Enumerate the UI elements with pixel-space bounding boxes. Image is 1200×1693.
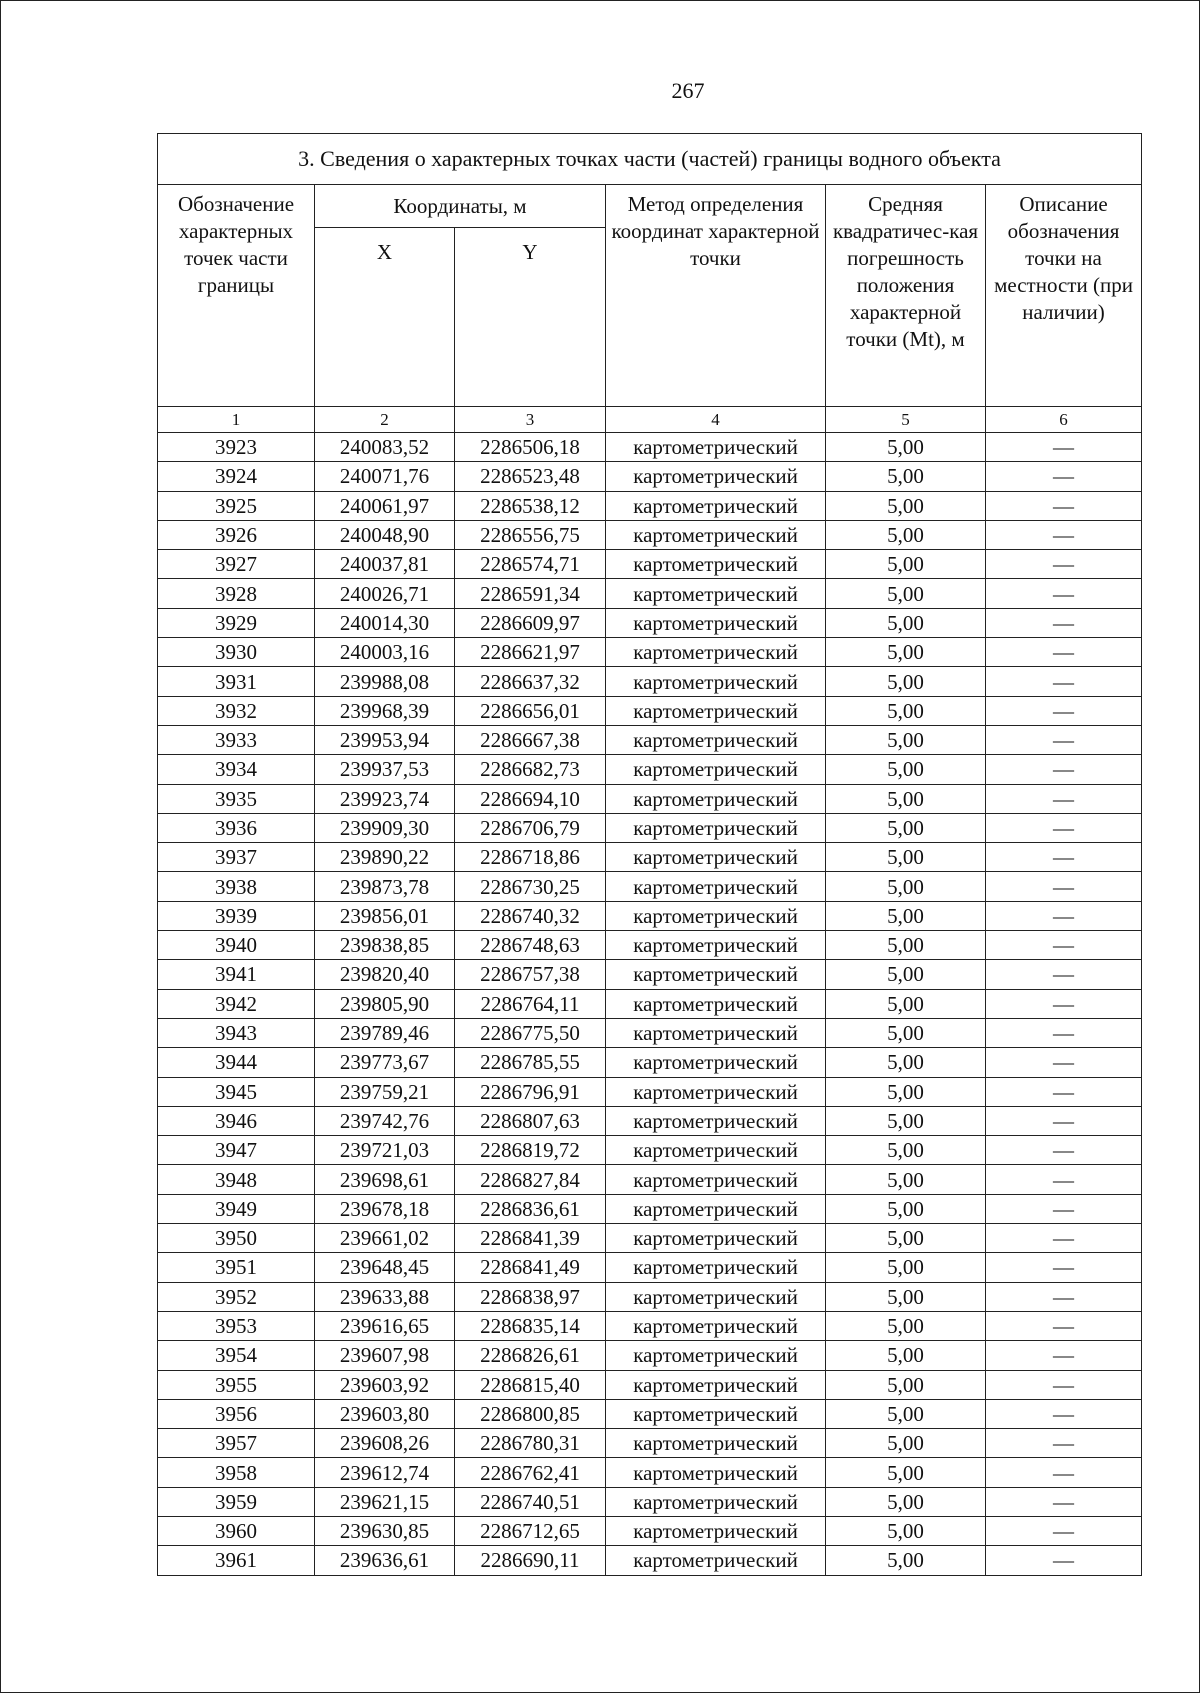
column-number: 4 — [606, 407, 826, 433]
y-coordinate-cell: 2286762,41 — [455, 1458, 606, 1487]
method-cell: картометрический — [606, 1341, 826, 1370]
error-cell: 5,00 — [826, 725, 986, 754]
table-row — [158, 1516, 1142, 1545]
description-cell: — — [986, 813, 1142, 842]
method-cell: картометрический — [606, 1311, 826, 1340]
x-coordinate-cell: 239636,61 — [315, 1546, 455, 1575]
error-cell: 5,00 — [826, 433, 986, 462]
table-row — [158, 1136, 1142, 1165]
table-row — [158, 433, 1142, 462]
column-number-row — [158, 407, 1142, 433]
error-cell: 5,00 — [826, 1253, 986, 1282]
x-coordinate-cell: 239603,80 — [315, 1399, 455, 1428]
x-coordinate-cell: 240014,30 — [315, 608, 455, 637]
column-number: 6 — [986, 407, 1142, 433]
y-coordinate-cell: 2286538,12 — [455, 491, 606, 520]
table-row — [158, 462, 1142, 491]
x-coordinate-cell: 239805,90 — [315, 989, 455, 1018]
method-cell: картометрический — [606, 1458, 826, 1487]
description-cell: — — [986, 960, 1142, 989]
x-coordinate-cell: 239890,22 — [315, 843, 455, 872]
description-cell: — — [986, 755, 1142, 784]
point-id-cell: 3928 — [158, 579, 315, 608]
error-cell: 5,00 — [826, 784, 986, 813]
method-cell: картометрический — [606, 725, 826, 754]
error-cell: 5,00 — [826, 491, 986, 520]
y-coordinate-cell: 2286796,91 — [455, 1077, 606, 1106]
table-row — [158, 1282, 1142, 1311]
point-id-cell: 3953 — [158, 1311, 315, 1340]
header-method: Метод определения координат характерной точки — [606, 185, 826, 407]
table-row — [158, 579, 1142, 608]
method-cell: картометрический — [606, 638, 826, 667]
point-id-cell: 3924 — [158, 462, 315, 491]
x-coordinate-cell: 239759,21 — [315, 1077, 455, 1106]
method-cell: картометрический — [606, 1370, 826, 1399]
point-id-cell: 3956 — [158, 1399, 315, 1428]
boundary-points-table — [157, 133, 1142, 1576]
x-coordinate-cell: 239721,03 — [315, 1136, 455, 1165]
x-coordinate-cell: 239838,85 — [315, 931, 455, 960]
table-row — [158, 491, 1142, 520]
point-id-cell: 3959 — [158, 1487, 315, 1516]
method-cell: картометрический — [606, 491, 826, 520]
table-row — [158, 813, 1142, 842]
description-cell: — — [986, 989, 1142, 1018]
y-coordinate-cell: 2286838,97 — [455, 1282, 606, 1311]
x-coordinate-cell: 239616,65 — [315, 1311, 455, 1340]
error-cell: 5,00 — [826, 1341, 986, 1370]
description-cell: — — [986, 1194, 1142, 1223]
point-id-cell: 3934 — [158, 755, 315, 784]
header-mean-square-error: Средняя квадратичес-кая погрешность положения характерной точки (Mt), м — [826, 185, 986, 407]
y-coordinate-cell: 2286506,18 — [455, 433, 606, 462]
method-cell: картометрический — [606, 1253, 826, 1282]
table-row — [158, 901, 1142, 930]
y-coordinate-cell: 2286706,79 — [455, 813, 606, 842]
y-coordinate-cell: 2286523,48 — [455, 462, 606, 491]
header-y: Y — [455, 228, 606, 407]
point-id-cell: 3926 — [158, 520, 315, 549]
error-cell: 5,00 — [826, 1370, 986, 1399]
table-row — [158, 1458, 1142, 1487]
y-coordinate-cell: 2286764,11 — [455, 989, 606, 1018]
table-row — [158, 931, 1142, 960]
x-coordinate-cell: 240061,97 — [315, 491, 455, 520]
point-id-cell: 3952 — [158, 1282, 315, 1311]
error-cell: 5,00 — [826, 1311, 986, 1340]
method-cell: картометрический — [606, 960, 826, 989]
header-coordinates: Координаты, м — [315, 185, 606, 228]
error-cell: 5,00 — [826, 550, 986, 579]
column-number: 5 — [826, 407, 986, 433]
y-coordinate-cell: 2286807,63 — [455, 1106, 606, 1135]
point-id-cell: 3929 — [158, 608, 315, 637]
y-coordinate-cell: 2286836,61 — [455, 1194, 606, 1223]
y-coordinate-cell: 2286748,63 — [455, 931, 606, 960]
description-cell: — — [986, 1224, 1142, 1253]
point-id-cell: 3949 — [158, 1194, 315, 1223]
point-id-cell: 3941 — [158, 960, 315, 989]
x-coordinate-cell: 239621,15 — [315, 1487, 455, 1516]
table-row — [158, 1224, 1142, 1253]
x-coordinate-cell: 239937,53 — [315, 755, 455, 784]
table-caption: 3. Сведения о характерных точках части (частей) границы водного объекта — [158, 134, 1142, 185]
description-cell: — — [986, 1106, 1142, 1135]
description-cell: — — [986, 1546, 1142, 1575]
y-coordinate-cell: 2286574,71 — [455, 550, 606, 579]
error-cell: 5,00 — [826, 872, 986, 901]
method-cell: картометрический — [606, 1399, 826, 1428]
description-cell: — — [986, 1077, 1142, 1106]
method-cell: картометрический — [606, 550, 826, 579]
table-row — [158, 638, 1142, 667]
x-coordinate-cell: 240003,16 — [315, 638, 455, 667]
y-coordinate-cell: 2286841,49 — [455, 1253, 606, 1282]
point-id-cell: 3923 — [158, 433, 315, 462]
description-cell: — — [986, 491, 1142, 520]
y-coordinate-cell: 2286780,31 — [455, 1429, 606, 1458]
error-cell: 5,00 — [826, 843, 986, 872]
table-row — [158, 872, 1142, 901]
table-row — [158, 784, 1142, 813]
y-coordinate-cell: 2286740,32 — [455, 901, 606, 930]
point-id-cell: 3955 — [158, 1370, 315, 1399]
y-coordinate-cell: 2286800,85 — [455, 1399, 606, 1428]
method-cell: картометрический — [606, 520, 826, 549]
method-cell: картометрический — [606, 1194, 826, 1223]
description-cell: — — [986, 579, 1142, 608]
column-number: 2 — [315, 407, 455, 433]
y-coordinate-cell: 2286819,72 — [455, 1136, 606, 1165]
y-coordinate-cell: 2286690,11 — [455, 1546, 606, 1575]
method-cell: картометрический — [606, 667, 826, 696]
method-cell: картометрический — [606, 1165, 826, 1194]
error-cell: 5,00 — [826, 520, 986, 549]
table-row — [158, 989, 1142, 1018]
description-cell: — — [986, 1516, 1142, 1545]
method-cell: картометрический — [606, 462, 826, 491]
description-cell: — — [986, 1399, 1142, 1428]
error-cell: 5,00 — [826, 1282, 986, 1311]
method-cell: картометрический — [606, 872, 826, 901]
y-coordinate-cell: 2286667,38 — [455, 725, 606, 754]
error-cell: 5,00 — [826, 696, 986, 725]
x-coordinate-cell: 239608,26 — [315, 1429, 455, 1458]
description-cell: — — [986, 1341, 1142, 1370]
y-coordinate-cell: 2286682,73 — [455, 755, 606, 784]
table-row — [158, 1429, 1142, 1458]
error-cell: 5,00 — [826, 608, 986, 637]
point-id-cell: 3954 — [158, 1341, 315, 1370]
x-coordinate-cell: 239633,88 — [315, 1282, 455, 1311]
point-id-cell: 3961 — [158, 1546, 315, 1575]
method-cell: картометрический — [606, 579, 826, 608]
description-cell: — — [986, 433, 1142, 462]
table-row — [158, 1077, 1142, 1106]
table-row — [158, 843, 1142, 872]
description-cell: — — [986, 931, 1142, 960]
table-row — [158, 608, 1142, 637]
y-coordinate-cell: 2286591,34 — [455, 579, 606, 608]
y-coordinate-cell: 2286740,51 — [455, 1487, 606, 1516]
table-row — [158, 550, 1142, 579]
point-id-cell: 3951 — [158, 1253, 315, 1282]
method-cell: картометрический — [606, 696, 826, 725]
x-coordinate-cell: 240083,52 — [315, 433, 455, 462]
description-cell: — — [986, 725, 1142, 754]
y-coordinate-cell: 2286835,14 — [455, 1311, 606, 1340]
table-row — [158, 667, 1142, 696]
error-cell: 5,00 — [826, 1194, 986, 1223]
y-coordinate-cell: 2286609,97 — [455, 608, 606, 637]
point-id-cell: 3943 — [158, 1018, 315, 1047]
description-cell: — — [986, 667, 1142, 696]
error-cell: 5,00 — [826, 1224, 986, 1253]
description-cell: — — [986, 1311, 1142, 1340]
point-id-cell: 3930 — [158, 638, 315, 667]
description-cell: — — [986, 1282, 1142, 1311]
point-id-cell: 3939 — [158, 901, 315, 930]
point-id-cell: 3944 — [158, 1048, 315, 1077]
table-row — [158, 1048, 1142, 1077]
x-coordinate-cell: 239678,18 — [315, 1194, 455, 1223]
description-cell: — — [986, 1429, 1142, 1458]
y-coordinate-cell: 2286637,32 — [455, 667, 606, 696]
x-coordinate-cell: 239953,94 — [315, 725, 455, 754]
method-cell: картометрический — [606, 843, 826, 872]
error-cell: 5,00 — [826, 1165, 986, 1194]
table-row — [158, 1165, 1142, 1194]
x-coordinate-cell: 239988,08 — [315, 667, 455, 696]
method-cell: картометрический — [606, 901, 826, 930]
table-row — [158, 1487, 1142, 1516]
point-id-cell: 3927 — [158, 550, 315, 579]
method-cell: картометрический — [606, 1516, 826, 1545]
column-number: 3 — [455, 407, 606, 433]
header-description: Описание обозначения точки на местности (при наличии) — [986, 185, 1142, 407]
x-coordinate-cell: 239923,74 — [315, 784, 455, 813]
table-row — [158, 1341, 1142, 1370]
point-id-cell: 3950 — [158, 1224, 315, 1253]
point-id-cell: 3933 — [158, 725, 315, 754]
description-cell: — — [986, 1370, 1142, 1399]
y-coordinate-cell: 2286841,39 — [455, 1224, 606, 1253]
error-cell: 5,00 — [826, 901, 986, 930]
y-coordinate-cell: 2286730,25 — [455, 872, 606, 901]
method-cell: картометрический — [606, 1546, 826, 1575]
error-cell: 5,00 — [826, 1487, 986, 1516]
point-id-cell: 3942 — [158, 989, 315, 1018]
point-id-cell: 3945 — [158, 1077, 315, 1106]
method-cell: картометрический — [606, 1106, 826, 1135]
x-coordinate-cell: 239820,40 — [315, 960, 455, 989]
description-cell: — — [986, 520, 1142, 549]
error-cell: 5,00 — [826, 931, 986, 960]
table-row — [158, 520, 1142, 549]
description-cell: — — [986, 608, 1142, 637]
table-row — [158, 1253, 1142, 1282]
description-cell: — — [986, 872, 1142, 901]
y-coordinate-cell: 2286826,61 — [455, 1341, 606, 1370]
table-row — [158, 1399, 1142, 1428]
x-coordinate-cell: 239607,98 — [315, 1341, 455, 1370]
header-point-designation: Обозначение характерных точек части границы — [158, 185, 315, 407]
x-coordinate-cell: 239603,92 — [315, 1370, 455, 1399]
description-cell: — — [986, 1136, 1142, 1165]
point-id-cell: 3936 — [158, 813, 315, 842]
point-id-cell: 3937 — [158, 843, 315, 872]
method-cell: картометрический — [606, 608, 826, 637]
description-cell: — — [986, 1048, 1142, 1077]
error-cell: 5,00 — [826, 1018, 986, 1047]
error-cell: 5,00 — [826, 1106, 986, 1135]
x-coordinate-cell: 239742,76 — [315, 1106, 455, 1135]
x-coordinate-cell: 239698,61 — [315, 1165, 455, 1194]
error-cell: 5,00 — [826, 462, 986, 491]
x-coordinate-cell: 239630,85 — [315, 1516, 455, 1545]
x-coordinate-cell: 240071,76 — [315, 462, 455, 491]
x-coordinate-cell: 240037,81 — [315, 550, 455, 579]
y-coordinate-cell: 2286556,75 — [455, 520, 606, 549]
table-row — [158, 1194, 1142, 1223]
point-id-cell: 3958 — [158, 1458, 315, 1487]
method-cell: картометрический — [606, 755, 826, 784]
y-coordinate-cell: 2286694,10 — [455, 784, 606, 813]
method-cell: картометрический — [606, 1429, 826, 1458]
table-row — [158, 960, 1142, 989]
x-coordinate-cell: 239968,39 — [315, 696, 455, 725]
x-coordinate-cell: 239856,01 — [315, 901, 455, 930]
method-cell: картометрический — [606, 1487, 826, 1516]
point-id-cell: 3940 — [158, 931, 315, 960]
x-coordinate-cell: 239612,74 — [315, 1458, 455, 1487]
error-cell: 5,00 — [826, 1077, 986, 1106]
description-cell: — — [986, 901, 1142, 930]
description-cell: — — [986, 784, 1142, 813]
method-cell: картометрический — [606, 1282, 826, 1311]
point-id-cell: 3938 — [158, 872, 315, 901]
description-cell: — — [986, 843, 1142, 872]
y-coordinate-cell: 2286757,38 — [455, 960, 606, 989]
method-cell: картометрический — [606, 1224, 826, 1253]
error-cell: 5,00 — [826, 638, 986, 667]
x-coordinate-cell: 240026,71 — [315, 579, 455, 608]
table-body — [158, 433, 1142, 1576]
x-coordinate-cell: 240048,90 — [315, 520, 455, 549]
x-coordinate-cell: 239873,78 — [315, 872, 455, 901]
y-coordinate-cell: 2286656,01 — [455, 696, 606, 725]
table-row — [158, 1106, 1142, 1135]
method-cell: картометрический — [606, 1077, 826, 1106]
error-cell: 5,00 — [826, 667, 986, 696]
point-id-cell: 3948 — [158, 1165, 315, 1194]
x-coordinate-cell: 239773,67 — [315, 1048, 455, 1077]
point-id-cell: 3935 — [158, 784, 315, 813]
description-cell: — — [986, 696, 1142, 725]
error-cell: 5,00 — [826, 579, 986, 608]
error-cell: 5,00 — [826, 1458, 986, 1487]
error-cell: 5,00 — [826, 960, 986, 989]
point-id-cell: 3960 — [158, 1516, 315, 1545]
error-cell: 5,00 — [826, 989, 986, 1018]
table-row — [158, 1370, 1142, 1399]
y-coordinate-cell: 2286775,50 — [455, 1018, 606, 1047]
error-cell: 5,00 — [826, 813, 986, 842]
description-cell: — — [986, 638, 1142, 667]
method-cell: картометрический — [606, 989, 826, 1018]
method-cell: картометрический — [606, 931, 826, 960]
table-row — [158, 1311, 1142, 1340]
table-row — [158, 1546, 1142, 1575]
point-id-cell: 3946 — [158, 1106, 315, 1135]
method-cell: картометрический — [606, 1048, 826, 1077]
error-cell: 5,00 — [826, 1399, 986, 1428]
error-cell: 5,00 — [826, 1429, 986, 1458]
error-cell: 5,00 — [826, 755, 986, 784]
x-coordinate-cell: 239661,02 — [315, 1224, 455, 1253]
page-number: 267 — [671, 78, 705, 103]
method-cell: картометрический — [606, 1018, 826, 1047]
method-cell: картометрический — [606, 784, 826, 813]
y-coordinate-cell: 2286815,40 — [455, 1370, 606, 1399]
description-cell: — — [986, 1458, 1142, 1487]
y-coordinate-cell: 2286785,55 — [455, 1048, 606, 1077]
point-id-cell: 3925 — [158, 491, 315, 520]
point-id-cell: 3957 — [158, 1429, 315, 1458]
point-id-cell: 3931 — [158, 667, 315, 696]
table-row — [158, 725, 1142, 754]
description-cell: — — [986, 1165, 1142, 1194]
point-id-cell: 3947 — [158, 1136, 315, 1165]
y-coordinate-cell: 2286712,65 — [455, 1516, 606, 1545]
error-cell: 5,00 — [826, 1546, 986, 1575]
table-row — [158, 696, 1142, 725]
method-cell: картометрический — [606, 813, 826, 842]
method-cell: картометрический — [606, 1136, 826, 1165]
description-cell: — — [986, 1487, 1142, 1516]
x-coordinate-cell: 239789,46 — [315, 1018, 455, 1047]
error-cell: 5,00 — [826, 1516, 986, 1545]
description-cell: — — [986, 1253, 1142, 1282]
x-coordinate-cell: 239648,45 — [315, 1253, 455, 1282]
y-coordinate-cell: 2286827,84 — [455, 1165, 606, 1194]
y-coordinate-cell: 2286621,97 — [455, 638, 606, 667]
x-coordinate-cell: 239909,30 — [315, 813, 455, 842]
point-id-cell: 3932 — [158, 696, 315, 725]
y-coordinate-cell: 2286718,86 — [455, 843, 606, 872]
error-cell: 5,00 — [826, 1048, 986, 1077]
error-cell: 5,00 — [826, 1136, 986, 1165]
column-number: 1 — [158, 407, 315, 433]
description-cell: — — [986, 1018, 1142, 1047]
description-cell: — — [986, 550, 1142, 579]
method-cell: картометрический — [606, 433, 826, 462]
header-x: X — [315, 228, 455, 407]
description-cell: — — [986, 462, 1142, 491]
table-row — [158, 1018, 1142, 1047]
table-row — [158, 755, 1142, 784]
